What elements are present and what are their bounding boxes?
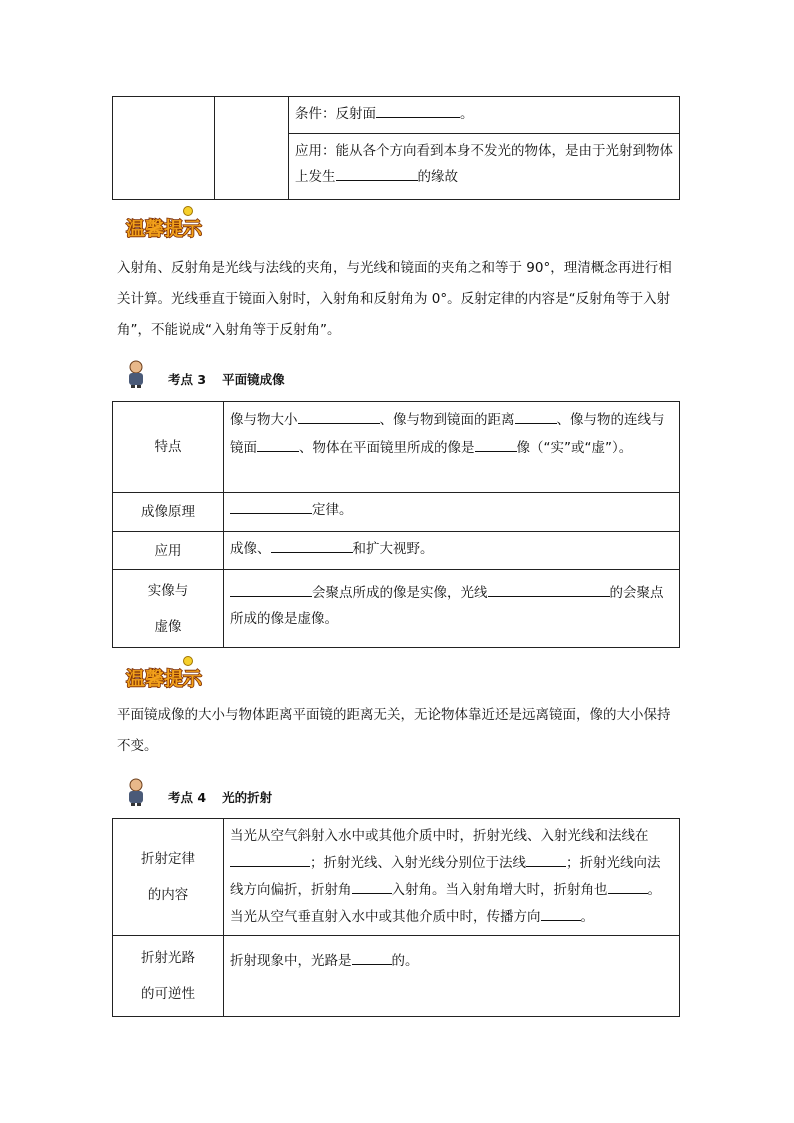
refraction-table bbox=[112, 818, 680, 1017]
tip-badge-icon bbox=[118, 205, 210, 239]
section-heading bbox=[126, 358, 285, 388]
row-label: 应用 bbox=[113, 532, 224, 570]
answer-blank[interactable] bbox=[271, 537, 353, 553]
condition-cell: 条件：反射面 。 bbox=[289, 97, 680, 134]
section-title: 平面镜成像 bbox=[222, 372, 285, 387]
answer-blank[interactable] bbox=[230, 498, 312, 514]
tip-badge-icon bbox=[118, 655, 210, 689]
teacher-icon bbox=[126, 360, 146, 388]
row-label: 实像与 虚像 bbox=[113, 570, 224, 648]
answer-blank[interactable] bbox=[488, 581, 610, 597]
application-cell: 应用：能从各个方向看到本身不发光的物体，是由于光射到物体上发生 的缘故 bbox=[289, 134, 680, 200]
content-cell: 会聚点所成的像是实像，光线 的会聚点所成的像是虚像。 bbox=[224, 570, 680, 648]
content-cell: 折射现象中，光路是 的。 bbox=[224, 936, 680, 1017]
row-label: 成像原理 bbox=[113, 493, 224, 532]
plane-mirror-table bbox=[112, 401, 680, 648]
content-cell: 成像、 和扩大视野。 bbox=[224, 532, 680, 570]
row-label: 折射定律 的内容 bbox=[113, 819, 224, 936]
answer-blank[interactable] bbox=[608, 878, 648, 894]
tip-label: 温馨提示 bbox=[125, 218, 203, 239]
answer-blank[interactable] bbox=[336, 165, 418, 181]
teacher-icon bbox=[126, 778, 146, 806]
answer-blank[interactable] bbox=[541, 905, 581, 921]
answer-blank[interactable] bbox=[230, 581, 312, 597]
row-label: 特点 bbox=[113, 402, 224, 493]
reflection-table bbox=[112, 96, 680, 200]
row-label: 折射光路 的可逆性 bbox=[113, 936, 224, 1017]
answer-blank[interactable] bbox=[352, 949, 392, 965]
tip-paragraph: 入射角、反射角是光线与法线的夹角，与光线和镜面的夹角之和等于 90°，理清概念再进行相关计算。光线垂直于镜面入射时，入射角和反射角为 0°。反射定律的内容是“反射角等于入射角”，不能说成“入射角等于反射角”。 bbox=[117, 260, 672, 338]
tip-paragraph: 平面镜成像的大小与物体距离平面镜的距离无关，无论物体靠近还是远离镜面，像的大小保持不变。 bbox=[117, 707, 671, 754]
answer-blank[interactable] bbox=[352, 878, 392, 894]
section-heading bbox=[126, 776, 272, 806]
answer-blank[interactable] bbox=[257, 436, 299, 452]
section-number: 考点 3 bbox=[168, 372, 207, 387]
answer-blank[interactable] bbox=[475, 436, 517, 452]
section-number: 考点 4 bbox=[168, 790, 207, 805]
section-title: 光的折射 bbox=[222, 790, 273, 805]
answer-blank[interactable] bbox=[515, 408, 557, 424]
content-cell: 定律。 bbox=[224, 493, 680, 532]
content-cell: 像与物大小 、像与物到镜面的距离 、像与物的连线与镜面 、物体在平面镜里所成的像是 像（“实”或“虚”）。 bbox=[224, 402, 680, 493]
answer-blank[interactable] bbox=[298, 408, 380, 424]
content-cell: 当光从空气斜射入水中或其他介质中时，折射光线、入射光线和法线在；折射光线、入射光线分别位于法线 ；折射光线向法线方向偏折，折射角 入射角。当入射角增大时，折射角也 。当光从空气垂直射入水中或其他介质中时，传播方向 。 bbox=[224, 819, 680, 936]
empty-cell bbox=[113, 97, 215, 200]
tip-label: 温馨提示 bbox=[125, 668, 203, 689]
answer-blank[interactable] bbox=[230, 851, 310, 867]
answer-blank[interactable] bbox=[376, 102, 460, 118]
empty-cell bbox=[215, 97, 289, 200]
answer-blank[interactable] bbox=[526, 851, 566, 867]
